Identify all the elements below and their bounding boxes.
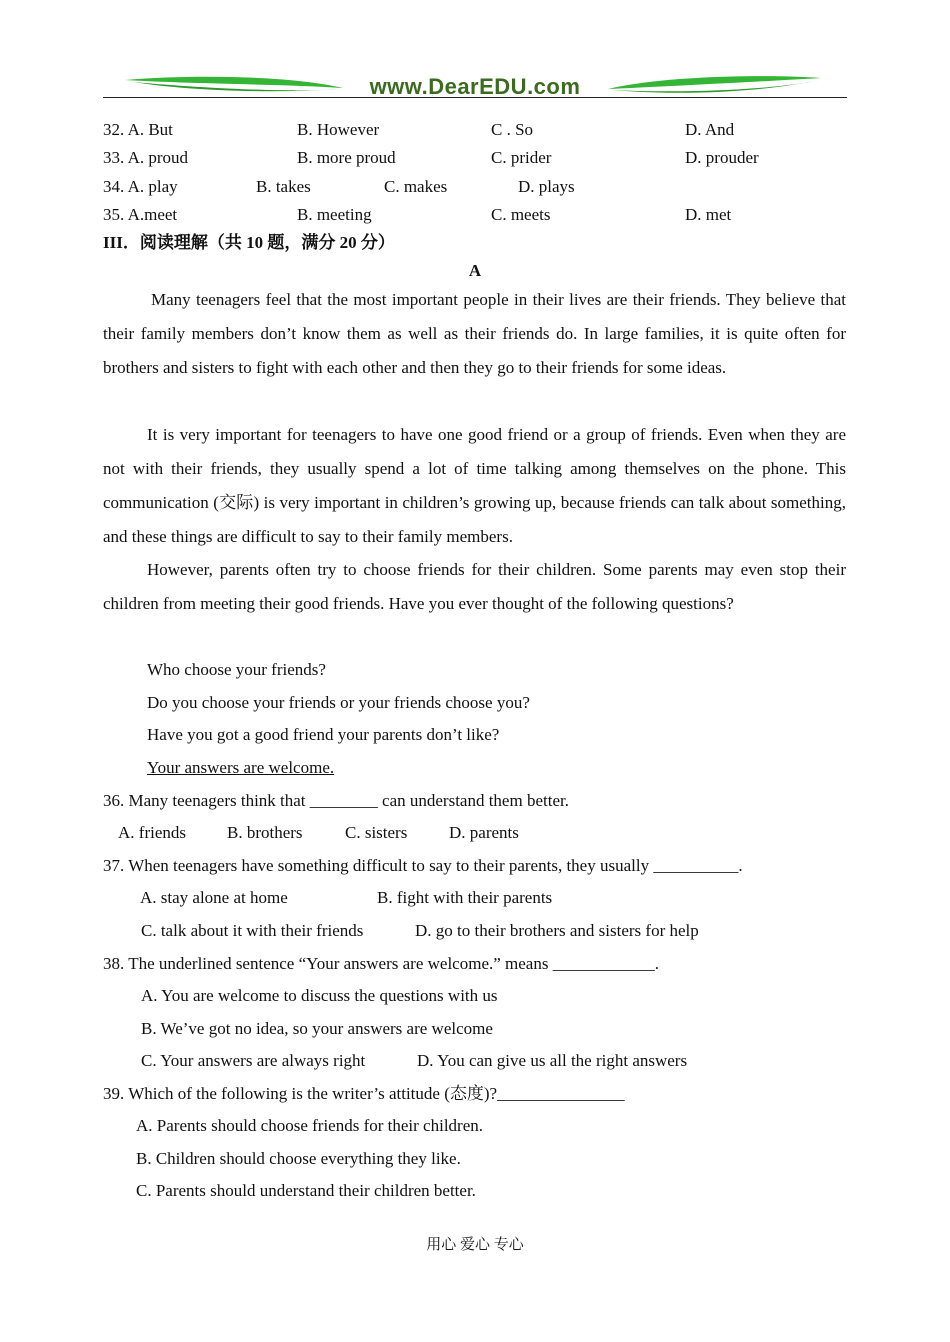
q37-option-b: B. fight with their parents	[377, 888, 553, 907]
q39-option-a: A. Parents should choose friends for their children.	[136, 1116, 483, 1135]
q36-option-a: A. friends	[118, 823, 186, 842]
q38-option-b: B. We’ve got no idea, so your answers are welcome	[141, 1019, 493, 1038]
q36-option-d: D. parents	[449, 823, 519, 842]
q37-option-a: A. stay alone at home	[140, 888, 288, 907]
q36-option-b: B. brothers	[227, 823, 303, 842]
underlined-sentence: Your answers are welcome.	[147, 758, 335, 777]
q35-option-a: 35. A.meet	[103, 205, 178, 224]
q37-option-c: C. talk about it with their friends	[141, 921, 364, 940]
q39-option-b: B. Children should choose everything they like.	[136, 1149, 461, 1168]
passage-question-3: Have you got a good friend your parents don’t like?	[147, 725, 500, 744]
q38-stem: 38. The underlined sentence “Your answers are welcome.” means ____________.	[103, 954, 659, 973]
passage-label: A	[468, 261, 482, 280]
q38-option-d: D. You can give us all the right answers	[417, 1051, 688, 1070]
passage-paragraph-2: It is very important for teenagers to have one good friend or a group of friends. Even when they are not with their friends, they usually spend a lot of time talking among themselves on the phone. This communication (交际) is very important in children’s growing up, because friends can talk about something, and these things are difficult to say to their family members.	[103, 425, 846, 546]
q36-stem: 36. Many teenagers think that ________ can understand them better.	[103, 791, 569, 810]
q35-option-d: D. met	[685, 205, 732, 224]
passage-question-2: Do you choose your friends or your friends choose you?	[147, 693, 530, 712]
passage-paragraph-1: Many teenagers feel that the most important people in their lives are their friends. They believe that their family members don’t know them as well as their friends do. In large families, it is quite often for brothers and sisters to fight with each other and then they go to their friends for some ideas.	[103, 290, 846, 377]
page-footer: 用心 爱心 专心	[426, 1237, 524, 1253]
q37-option-d: D. go to their brothers and sisters for help	[415, 921, 699, 940]
q34-option-b: B. takes	[256, 177, 311, 196]
q32-option-d: D. And	[685, 120, 735, 139]
q37-stem: 37. When teenagers have something difficult to say to their parents, they usually __________.	[103, 856, 743, 875]
q38-option-a: A. You are welcome to discuss the questions with us	[141, 986, 498, 1005]
q35-option-b: B. meeting	[297, 205, 372, 224]
passage-question-1: Who choose your friends?	[147, 660, 326, 679]
q34-option-c: C. makes	[384, 177, 448, 196]
q34-option-d: D. plays	[518, 177, 575, 196]
q33-option-c: C. prider	[491, 148, 552, 167]
q32-option-c: C . So	[491, 120, 534, 139]
q38-option-c: C. Your answers are always right	[141, 1051, 366, 1070]
passage-paragraph-3: However, parents often try to choose friends for their children. Some parents may even stop their children from meeting their good friends. Have you ever thought of the following questions?	[103, 560, 846, 613]
q34-option-a: 34. A. play	[103, 177, 178, 196]
q33-option-d: D. prouder	[685, 148, 759, 167]
q33-option-b: B. more proud	[297, 148, 396, 167]
q32-option-b: B. However	[297, 120, 380, 139]
q36-option-c: C. sisters	[345, 823, 408, 842]
site-logo-text: www.DearEDU.com	[369, 74, 581, 99]
q33-option-a: 33. A. proud	[103, 148, 189, 167]
q35-option-c: C. meets	[491, 205, 551, 224]
header-rule	[103, 97, 847, 98]
section-title: III．阅读理解（共 10 题，满分 20 分）	[103, 233, 395, 252]
q39-stem: 39. Which of the following is the writer’s attitude (态度)?_______________	[103, 1084, 625, 1103]
header-banner	[103, 72, 847, 102]
q39-option-c: C. Parents should understand their children better.	[136, 1181, 476, 1200]
q32-option-a: 32. A. But	[103, 120, 173, 139]
